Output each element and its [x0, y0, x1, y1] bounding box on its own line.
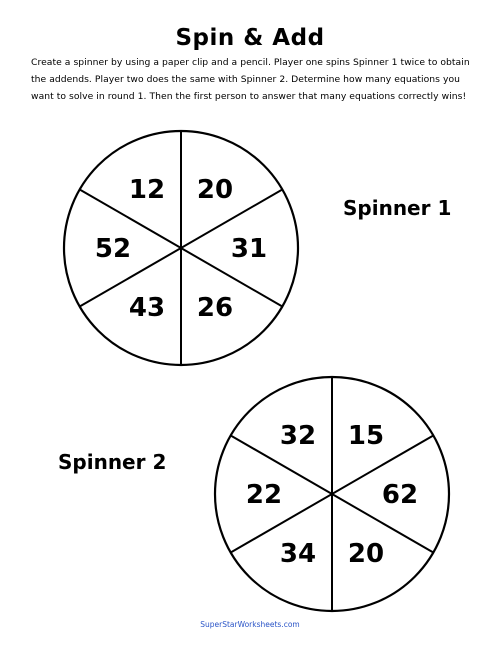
- spinner-number: 31: [230, 234, 268, 264]
- spinner-number: 15: [347, 421, 385, 452]
- footer-website: SuperStarWorksheets.com: [200, 620, 300, 629]
- spinner-number: 43: [128, 292, 166, 323]
- spinner-1-label: Spinner 1: [343, 196, 452, 220]
- spinner-number: 26: [196, 292, 234, 323]
- spinner-number: 22: [245, 480, 283, 510]
- worksheet-instructions: Create a spinner by using a paper clip and a pencil. Player one spins Spinner 1 twice to obtain the addends. Player two does the same with Spinner 2. Determine how many equations you want to solve in round 1. Then the first person to answer that many equations correctly wins!: [31, 57, 470, 102]
- spinner-number: 20: [196, 175, 234, 206]
- spinner-number: 62: [381, 480, 419, 510]
- spinner-number: 32: [279, 421, 317, 452]
- spinner-number: 20: [347, 538, 385, 569]
- spinner-2: [212, 374, 452, 614]
- spinner-number: 12: [128, 175, 166, 206]
- spinner-number: 52: [94, 234, 132, 264]
- worksheet-title: Spin & Add: [175, 25, 325, 51]
- spinner-1: [61, 128, 301, 368]
- spinner-number: 34: [279, 538, 317, 569]
- spinner-2-label: Spinner 2: [58, 450, 167, 474]
